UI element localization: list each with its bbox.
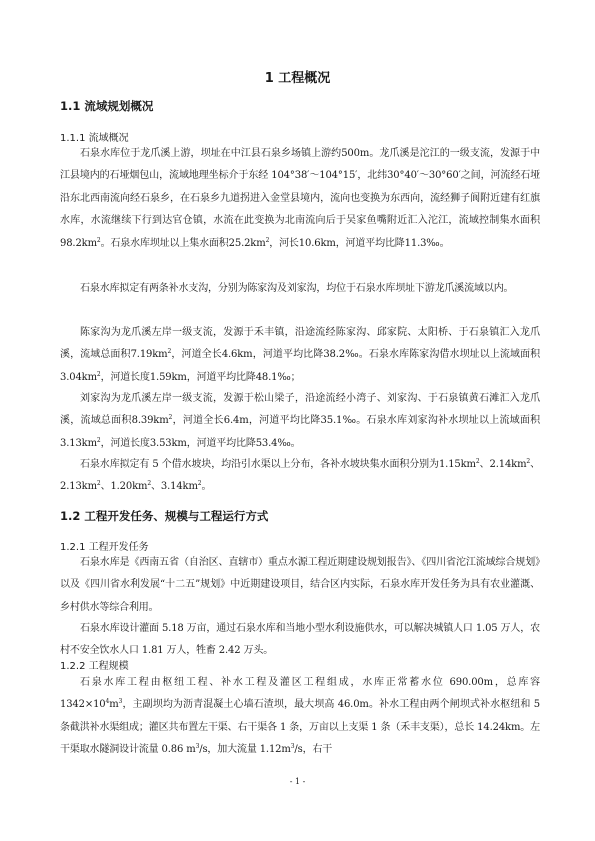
paragraph: 石泉水库拟定有 5 个借水坡块，均沿引水渠以上分布，各补水坡块集水面积分别为$1.15km^2$、$2.14km^2$、$2.13km^2$、$1.20km^2$、$3.14km^2$。 [60, 458, 540, 493]
section-heading-1-1: 1.1 流域规划概况 [60, 99, 154, 113]
subsection-heading-1-1-1: 1.1.1 流域概况 [60, 133, 129, 144]
section-heading-1-2: 1.2 工程开发任务、规模与工程运行方式 [60, 509, 269, 523]
paragraph: 石泉水库工程由枢纽工程、补水工程及灌区工程组成，水库正常蓄水位 690.00m，总库容 $1342\times 10^4m^3$，主副坝均为沥青混凝土心墙石渣坝，最大坝高 46.0m。补水工程由两个闸坝式补水枢纽和 5 条截洪补水渠组成；灌区共布置左干渠、右干渠各 1 条，万亩以上支渠 1 条（禾丰支渠），总长 14.24km。左干渠取水隧洞设计流量 0.86 $m^3/s$，加大流量 $1.12m^3/s$，右干 [60, 677, 540, 756]
subsection-heading-1-2-2: 1.2.2 工程规模 [60, 661, 129, 672]
subsection-heading-1-2-1: 1.2.1 工程开发任务 [60, 542, 149, 553]
paragraph: 石泉水库设计灌面 5.18 万亩，通过石泉水库和当地小型水利设施供水，可以解决城镇人口 1.05 万人，农村不安全饮水人口 1.81 万人，牲畜 2.42 万头。 [60, 623, 540, 657]
paragraph: 陈家沟为龙爪溪左岸一级支流，发源于禾丰镇，沿途流经陈家沟、邱家院、太阳桥、于石泉镇汇入龙爪溪，流域总面积$7.19km^2$，河道全长4.6km，河道平均比降38.2‰。石泉水库陈家沟借水坝址以上流域面积$3.04km^2$，河道长度1.59km，河道平均比降48.1‰； [60, 327, 540, 383]
paragraph: 石泉水库拟定有两条补水支沟，分别为陈家沟及刘家沟，均位于石泉水库坝址下游龙爪溪流域以内。 [80, 283, 514, 294]
paragraph: 刘家沟为龙爪溪左岸一级支流，发源于松山梁子，沿途流经小湾子、刘家沟、于石泉镇黄石滩汇入龙爪溪，流域总面积$8.39km^2$，河道全长6.4m，河道平均比降35.1‰。石泉水库刘家沟补水坝址以上流域面积$3.13km^2$，河道长度3.53km，河道平均比降53.4‰。 [60, 393, 540, 449]
page-number: - 1 - [289, 777, 306, 786]
paragraph: 石泉水库是《西南五省（自治区、直辖市）重点水源工程近期建设规划报告》、《四川省沱江流域综合规划》以及《四川省水利发展“十二五”规划》中近期建设项目，结合区内实际，石泉水库开发任务为具有农业灌溉、乡村供水等综合利用。 [60, 557, 540, 613]
paragraph: 石泉水库位于龙爪溪上游，坝址在中江县石泉乡场镇上游约500m。龙爪溪是沱江的一级支流，发源于中江县境内的石垭烟包山，流域地理坐标介于东经 104°38′～104°15′，北纬30°40′～30°60′之间，河流经石垭沿东北西南流向经石泉乡，在石泉乡九道拐进入金堂县境内，流向也变换为东西向，流经狮子阆附近建有红旗水库，水流继续下行到达官仓镇，水流在此变换为北南流向后于吴家鱼嘴附近汇入沱江，流域控制集水面积$98.2km^2$。石泉水库坝址以上集水面积$25.2km^2$，河长10.6km，河道平均比降11.3‰。 [60, 148, 540, 249]
chapter-title: 1 工程概况 [264, 71, 331, 86]
